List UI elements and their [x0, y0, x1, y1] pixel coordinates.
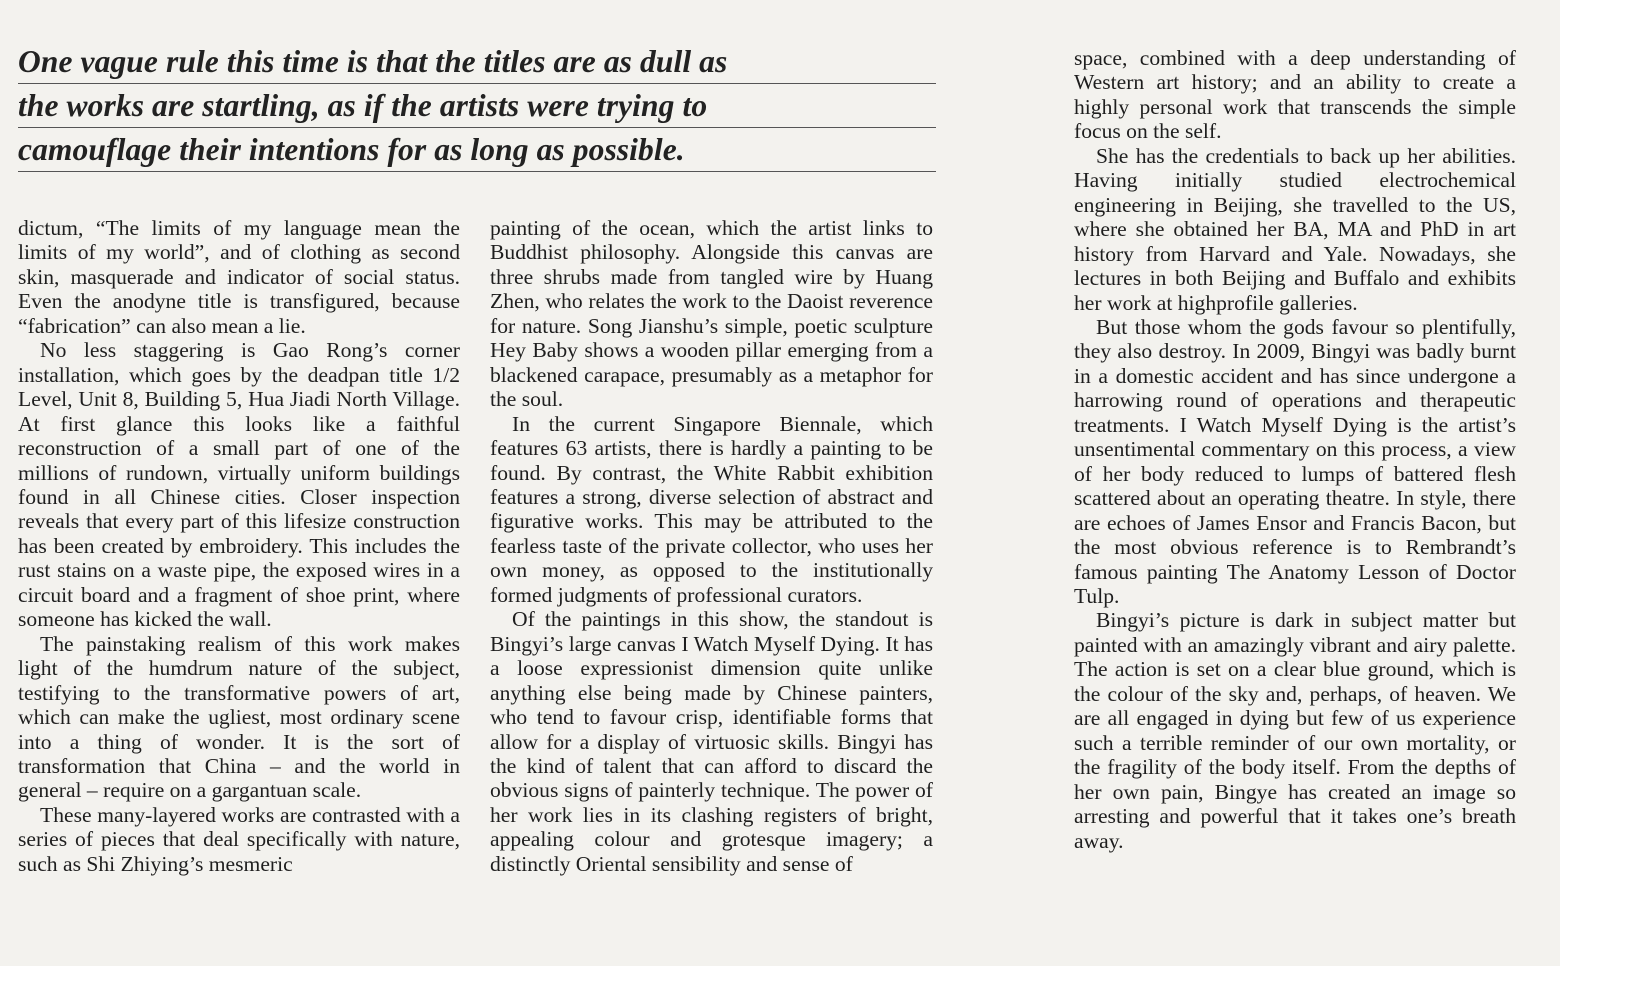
paragraph: Bingyi’s picture is dark in subject matter but painted with an amazingly vibrant and airy palette. The action is set on a clear blue ground, which is the colour of the sky and, perhaps, of heaven. We are all engaged in dying but few of us experience such a terrible reminder of our own mortality, or the fragility of the body itself. From the depths of her own pain, Bingye has created an image so arresting and powerful that it takes one’s breath away. [1074, 608, 1516, 853]
pull-quote-line: One vague rule this time is that the titles are as dull as [18, 40, 936, 84]
article-column-2 [490, 216, 933, 876]
pull-quote [18, 40, 936, 172]
pull-quote-line: camouflage their intentions for as long as possible. [18, 128, 936, 172]
paragraph: Of the paintings in this show, the standout is Bingyi’s large canvas I Watch Myself Dying. It has a loose expressionist dimension quite unlike anything else being made by Chinese painters, who tend to favour crisp, identifiable forms that allow for a display of virtuosic skills. Bingyi has the kind of talent that can afford to discard the obvious signs of painterly technique. The power of her work lies in its clashing registers of bright, appealing colour and grotesque imagery; a distinctly Oriental sensibility and sense of [490, 607, 933, 876]
paragraph: No less staggering is Gao Rong’s corner installation, which goes by the deadpan title 1/2 Level, Unit 8, Building 5, Hua Jiadi North Village. At first glance this looks like a faithful reconstruction of a small part of one of the millions of rundown, virtually uniform buildings found in all Chinese cities. Closer inspection reveals that every part of this lifesize construction has been created by embroidery. This includes the rust stains on a waste pipe, the exposed wires in a circuit board and a fragment of shoe print, where someone has kicked the wall. [18, 338, 460, 632]
paragraph: But those whom the gods favour so plentifully, they also destroy. In 2009, Bingyi was badly burnt in a domestic accident and has since undergone a harrowing round of operations and therapeutic treatments. I Watch Myself Dying is the artist’s unsentimental commentary on this process, a view of her body reduced to lumps of battered flesh scattered about an operating theatre. In style, there are echoes of James Ensor and Francis Bacon, but the most obvious reference is to Rembrandt’s famous painting The Anatomy Lesson of Doctor Tulp. [1074, 314, 1516, 608]
paragraph: space, combined with a deep understanding of Western art history; and an ability to create a highly personal work that transcends the simple focus on the self. [1074, 46, 1516, 144]
paragraph: The painstaking realism of this work makes light of the humdrum nature of the subject, testifying to the transformative powers of art, which can make the ugliest, most ordinary scene into a thing of wonder. It is the sort of transformation that China – and the world in general – require on a gargantuan scale. [18, 631, 460, 803]
paragraph: She has the credentials to back up her abilities. Having initially studied electrochemical engineering in Beijing, she travelled to the US, where she obtained her BA, MA and PhD in art history from Harvard and Yale. Nowadays, she lectures in both Beijing and Buffalo and exhibits her work at highprofile galleries. [1074, 143, 1516, 315]
paragraph: painting of the ocean, which the artist links to Buddhist philosophy. Alongside this canvas are three shrubs made from tangled wire by Huang Zhen, who relates the work to the Daoist reverence for nature. Song Jianshu’s simple, poetic sculpture Hey Baby shows a wooden pillar emerging from a blackened carapace, presumably as a metaphor for the soul. [490, 216, 933, 412]
paragraph: dictum, “The limits of my language mean the limits of my world”, and of clothing as second skin, masquerade and indicator of social status. Even the anodyne title is transfigured, because “fabrication” can also mean a lie. [18, 216, 460, 338]
paragraph: In the current Singapore Biennale, which features 63 artists, there is hardly a painting to be found. By contrast, the White Rabbit exhibition features a strong, diverse selection of abstract and figurative works. This may be attributed to the fearless taste of the private collector, who uses her own money, as opposed to the institutionally formed judgments of professional curators. [490, 411, 933, 607]
article-column-3 [1074, 46, 1516, 853]
article-column-1 [18, 216, 460, 876]
paragraph: These many-layered works are contrasted with a series of pieces that deal specifically with nature, such as Shi Zhiying’s mesmeric [18, 802, 460, 876]
pull-quote-line: the works are startling, as if the artists were trying to [18, 84, 936, 128]
